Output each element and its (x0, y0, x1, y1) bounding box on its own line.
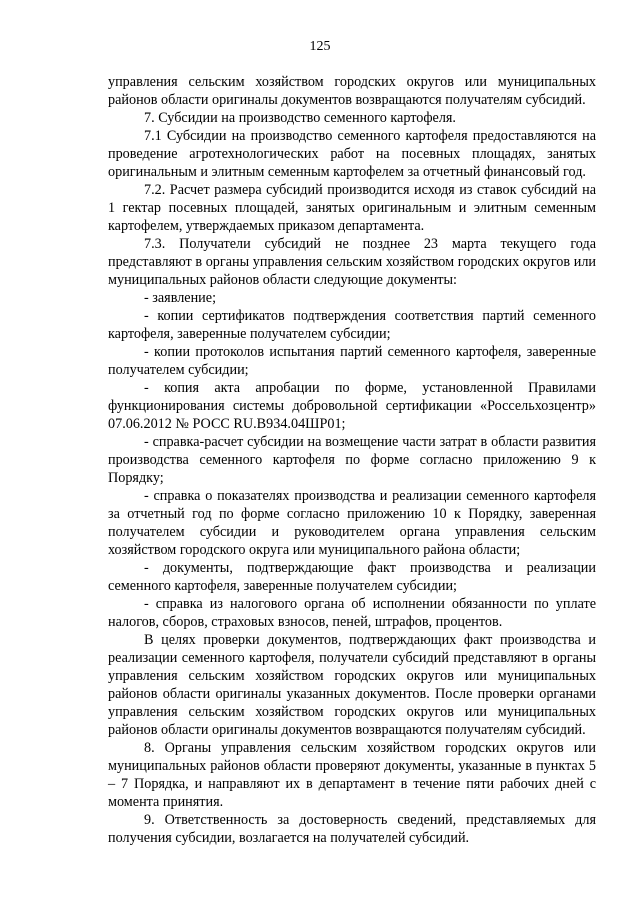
paragraph: - справка о показателях производства и реализации семенного картофеля за отчетный год по форме согласно приложению 10 к Порядку, заверенная получателем субсидии и руководителем органа управления сельским хозяйством городского округа или муниципального района области; (108, 488, 596, 558)
paragraph: - документы, подтверждающие факт производства и реализации семенного картофеля, заверенные получателем субсидии; (108, 560, 596, 594)
paragraph: - справка из налогового органа об исполнении обязанности по уплате налогов, сборов, страховых взносов, пеней, штрафов, процентов. (108, 596, 596, 630)
paragraph: 7. Субсидии на производство семенного картофеля. (144, 110, 456, 126)
paragraph: 7.2. Расчет размера субсидий производится исходя из ставок субсидий на 1 гектар посевных площадей, занятых оригинальным и элитным семенным картофелем, утверждаемых приказом департамента. (108, 182, 596, 234)
paragraph: В целях проверки документов, подтверждающих факт производства и реализации семенного картофеля, получатели субсидий представляют в органы управления сельским хозяйством городских округов или муниципальных районов области оригиналы указанных документов. После проверки органами управления сельским хозяйством городских округов или муниципальных районов области оригиналы документов возвращаются получателям субсидий. (108, 632, 596, 738)
paragraph: 8. Органы управления сельским хозяйством городских округов или муниципальных районов области проверяют документы, указанные в пунктах 5 – 7 Порядка, и направляют их в департамент в течение пяти рабочих дней с момента принятия. (108, 740, 596, 810)
paragraph: - заявление; (144, 290, 217, 306)
paragraph: 7.1 Субсидии на производство семенного картофеля предоставляются на проведение агротехнологических работ на посевных площадях, занятых оригинальным и элитным семенным картофелем за отчетный финансовый год. (108, 128, 596, 180)
document-body (108, 73, 596, 847)
paragraph: - копии протоколов испытания партий семенного картофеля, заверенные получателем субсидии; (108, 344, 596, 378)
paragraph: 7.3. Получатели субсидий не позднее 23 марта текущего года представляют в органы управления сельским хозяйством городских округов или муниципальных районов области следующие документы: (108, 236, 596, 288)
paragraph: - копии сертификатов подтверждения соответствия партий семенного картофеля, заверенные получателем субсидии; (108, 308, 596, 342)
paragraph: - справка-расчет субсидии на возмещение части затрат в области развития производства семенного картофеля по форме согласно приложению 9 к Порядку; (108, 434, 596, 486)
paragraph: - копия акта апробации по форме, установленной Правилами функционирования системы добровольной сертификации «Россельхозцентр» 07.06.2012 № РОСС RU.B934.04ШР01; (108, 380, 596, 432)
page-number: 125 (309, 39, 331, 54)
paragraph: 9. Ответственность за достоверность сведений, представляемых для получения субсидии, возлагается на получателей субсидий. (108, 812, 596, 846)
paragraph: управления сельским хозяйством городских округов или муниципальных районов области оригиналы документов возвращаются получателям субсидий. (108, 74, 596, 108)
